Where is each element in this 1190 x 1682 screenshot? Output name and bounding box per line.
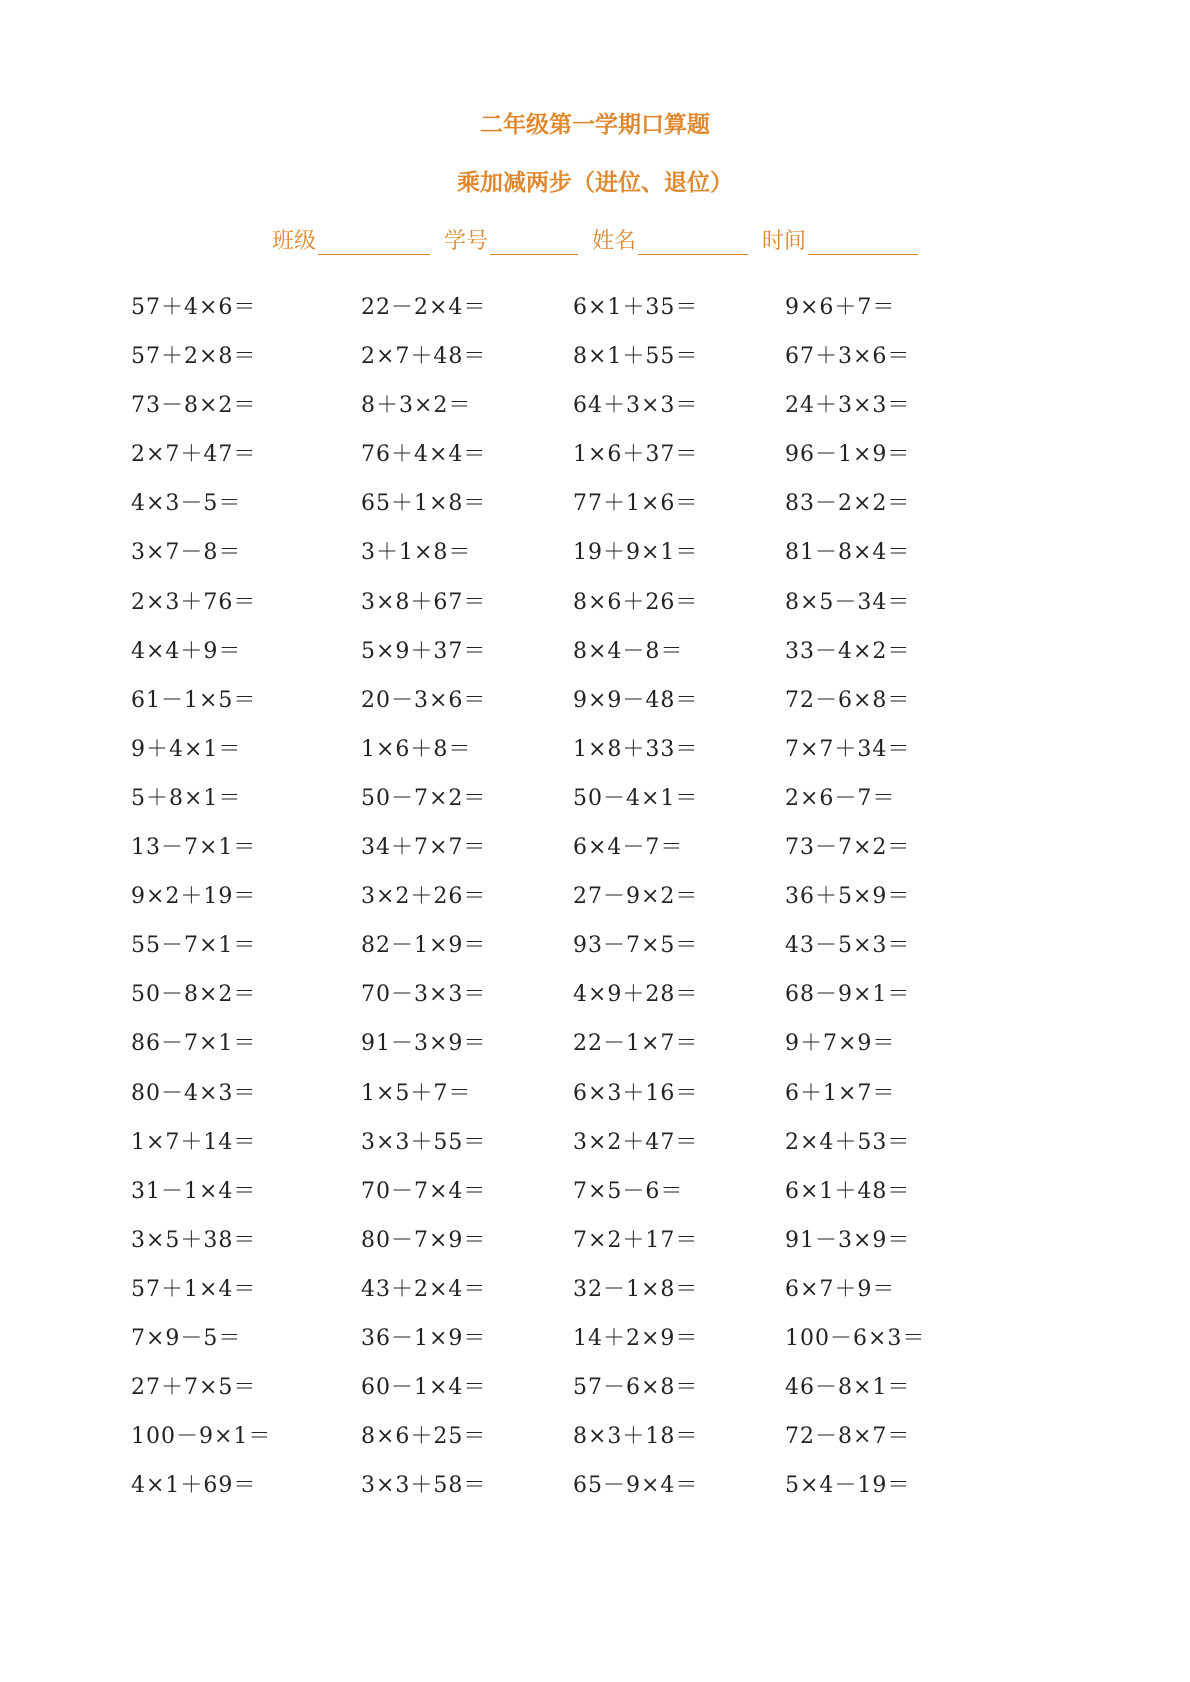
problem-item: 73－7×2＝ xyxy=(785,835,911,861)
problem-item: 27＋7×5＝ xyxy=(131,1375,257,1401)
time-field xyxy=(762,224,918,255)
problem-item: 8×5－34＝ xyxy=(785,589,911,615)
problem-item: 8×1＋55＝ xyxy=(573,344,699,370)
problem-item: 24＋3×3＝ xyxy=(785,393,911,419)
problem-item: 43＋2×4＝ xyxy=(361,1276,487,1302)
problem-item: 1×6＋8＝ xyxy=(361,736,472,762)
class-field xyxy=(272,224,430,255)
problem-item: 4×9＋28＝ xyxy=(573,982,699,1008)
problem-item: 80－7×9＝ xyxy=(361,1227,487,1253)
page-title: 二年级第一学期口算题 xyxy=(480,111,710,138)
problem-item: 93－7×5＝ xyxy=(573,933,699,959)
problem-item: 5×4－19＝ xyxy=(785,1473,911,1499)
problem-item: 6×7＋9＝ xyxy=(785,1276,896,1302)
problem-item: 7×5－6＝ xyxy=(573,1178,684,1204)
problem-item: 86－7×1＝ xyxy=(131,1031,257,1057)
problem-item: 65＋1×8＝ xyxy=(361,491,487,517)
problem-item: 6＋1×7＝ xyxy=(785,1080,896,1106)
problem-item: 1×7＋14＝ xyxy=(131,1129,257,1155)
problem-item: 80－4×3＝ xyxy=(131,1080,257,1106)
problem-item: 1×8＋33＝ xyxy=(573,736,699,762)
problem-item: 82－1×9＝ xyxy=(361,933,487,959)
problem-item: 4×1＋69＝ xyxy=(131,1473,257,1499)
problem-item: 2×7＋48＝ xyxy=(361,344,487,370)
class-label: 班级 xyxy=(271,229,316,254)
problem-item: 8×4－8＝ xyxy=(573,638,684,664)
problem-item: 68－9×1＝ xyxy=(785,982,911,1008)
problem-item: 50－8×2＝ xyxy=(131,982,257,1008)
problem-item: 96－1×9＝ xyxy=(785,442,911,468)
problem-item: 91－3×9＝ xyxy=(361,1031,487,1057)
problem-item: 27－9×2＝ xyxy=(573,884,699,910)
problem-item: 57－6×8＝ xyxy=(573,1375,699,1401)
problem-item: 34＋7×7＝ xyxy=(361,835,487,861)
problem-item: 6×4－7＝ xyxy=(573,835,684,861)
problem-item: 55－7×1＝ xyxy=(131,933,257,959)
problem-item: 76＋4×4＝ xyxy=(361,442,487,468)
problem-item: 50－7×2＝ xyxy=(361,785,487,811)
problem-item: 70－3×3＝ xyxy=(361,982,487,1008)
student-info-line xyxy=(0,224,1190,255)
problem-item: 8×6＋26＝ xyxy=(573,589,699,615)
problem-item: 2×7＋47＝ xyxy=(131,442,257,468)
problem-item: 81－8×4＝ xyxy=(785,540,911,566)
problem-item: 2×4＋53＝ xyxy=(785,1129,911,1155)
class-blank xyxy=(318,230,430,255)
problem-item: 22－1×7＝ xyxy=(573,1031,699,1057)
problem-item: 3×2＋26＝ xyxy=(361,884,487,910)
problem-item: 3＋1×8＝ xyxy=(361,540,472,566)
problem-item: 8＋3×2＝ xyxy=(361,393,472,419)
problem-item: 32－1×8＝ xyxy=(573,1276,699,1302)
problem-item: 72－8×7＝ xyxy=(785,1424,911,1450)
problem-item: 7×2＋17＝ xyxy=(573,1227,699,1253)
problem-item: 50－4×1＝ xyxy=(573,785,699,811)
problem-item: 8×3＋18＝ xyxy=(573,1424,699,1450)
problem-item: 9＋4×1＝ xyxy=(131,736,242,762)
problem-item: 9＋7×9＝ xyxy=(785,1031,896,1057)
problem-item: 61－1×5＝ xyxy=(131,687,257,713)
problem-item: 2×6－7＝ xyxy=(785,785,896,811)
name-field xyxy=(592,224,748,255)
problem-item: 57＋4×6＝ xyxy=(131,295,257,320)
page-subtitle: 乘加减两步（进位、退位） xyxy=(457,169,733,196)
problem-item: 67＋3×6＝ xyxy=(785,344,911,370)
problem-item: 9×6＋7＝ xyxy=(785,295,896,320)
problem-item: 64＋3×3＝ xyxy=(573,393,699,419)
problem-item: 3×3＋58＝ xyxy=(361,1473,487,1499)
problem-item: 1×6＋37＝ xyxy=(573,442,699,468)
time-label: 时间 xyxy=(762,229,807,254)
problem-item: 6×3＋16＝ xyxy=(573,1080,699,1106)
problem-item: 100－9×1＝ xyxy=(131,1424,272,1450)
problem-item: 13－7×1＝ xyxy=(131,835,257,861)
problem-item: 77＋1×6＝ xyxy=(573,491,699,517)
problem-item: 3×5＋38＝ xyxy=(131,1227,257,1253)
problem-item: 20－3×6＝ xyxy=(361,687,487,713)
problem-item: 7×7＋34＝ xyxy=(785,736,911,762)
problem-item: 3×8＋67＝ xyxy=(361,589,487,615)
problem-item: 73－8×2＝ xyxy=(131,393,257,419)
problem-item: 31－1×4＝ xyxy=(131,1178,257,1204)
problem-item: 8×6＋25＝ xyxy=(361,1424,487,1450)
problem-item: 9×9－48＝ xyxy=(573,687,699,713)
problem-item: 72－6×8＝ xyxy=(785,687,911,713)
problem-item: 4×4＋9＝ xyxy=(131,638,242,664)
problem-item: 57＋1×4＝ xyxy=(131,1276,257,1302)
problem-item: 3×2＋47＝ xyxy=(573,1129,699,1155)
problem-item: 2×3＋76＝ xyxy=(131,589,257,615)
problem-item: 9×2＋19＝ xyxy=(131,884,257,910)
problem-item: 91－3×9＝ xyxy=(785,1227,911,1253)
time-blank xyxy=(808,230,918,255)
problem-item: 19＋9×1＝ xyxy=(573,540,699,566)
problem-item: 57＋2×8＝ xyxy=(131,344,257,370)
problem-item: 36－1×9＝ xyxy=(361,1325,487,1351)
problem-item: 14＋2×9＝ xyxy=(573,1325,699,1351)
problem-grid xyxy=(131,294,997,1521)
problem-item: 4×3－5＝ xyxy=(131,491,242,517)
problem-item: 7×9－5＝ xyxy=(131,1325,242,1351)
problem-item: 22－2×4＝ xyxy=(361,295,487,320)
problem-item: 46－8×1＝ xyxy=(785,1375,911,1401)
problem-item: 5＋8×1＝ xyxy=(131,785,242,811)
problem-item: 70－7×4＝ xyxy=(361,1178,487,1204)
problem-item: 6×1＋35＝ xyxy=(573,295,699,320)
name-label: 姓名 xyxy=(592,229,637,254)
name-blank xyxy=(638,230,748,255)
problem-item: 65－9×4＝ xyxy=(573,1473,699,1499)
problem-item: 5×9＋37＝ xyxy=(361,638,487,664)
problem-item: 100－6×3＝ xyxy=(785,1325,926,1351)
student-number-label: 学号 xyxy=(443,229,488,254)
problem-item: 1×5＋7＝ xyxy=(361,1080,472,1106)
problem-item: 60－1×4＝ xyxy=(361,1375,487,1401)
problem-item: 83－2×2＝ xyxy=(785,491,911,517)
problem-item: 43－5×3＝ xyxy=(785,933,911,959)
student-number-field xyxy=(444,224,578,255)
problem-item: 6×1＋48＝ xyxy=(785,1178,911,1204)
problem-item: 3×3＋55＝ xyxy=(361,1129,487,1155)
problem-item: 36＋5×9＝ xyxy=(785,884,911,910)
problem-item: 33－4×2＝ xyxy=(785,638,911,664)
problem-item: 3×7－8＝ xyxy=(131,540,242,566)
student-number-blank xyxy=(490,230,578,255)
